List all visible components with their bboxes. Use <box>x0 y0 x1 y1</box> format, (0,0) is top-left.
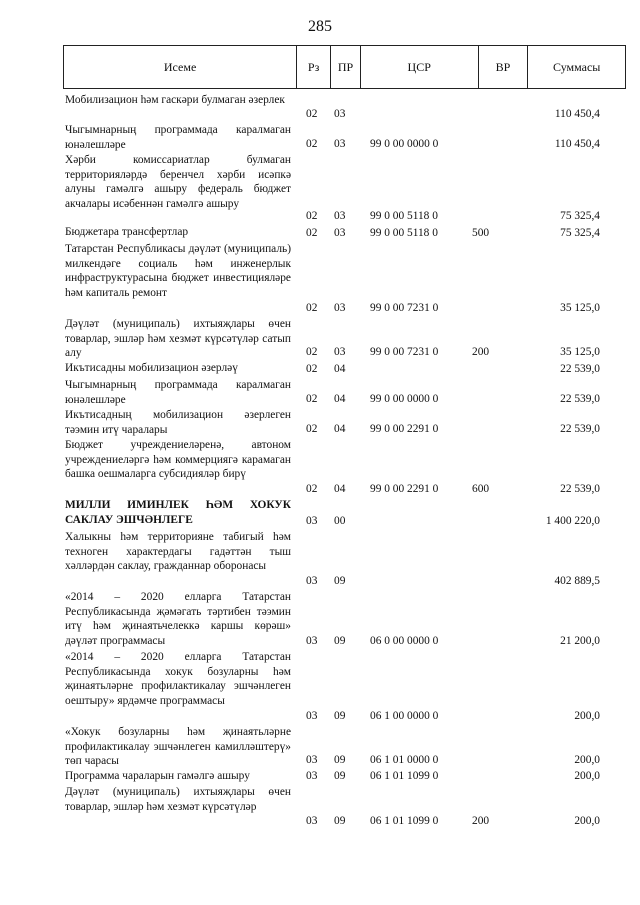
row-sum: 75 325,4 <box>560 210 600 222</box>
row-rz: 03 <box>306 754 318 766</box>
row-name: Чыгымнарның программада каралмаган юнәлешләре <box>65 124 291 151</box>
row-rz: 02 <box>306 483 318 495</box>
row-pr: 04 <box>334 393 346 405</box>
row-pr: 03 <box>334 346 346 358</box>
row-csr: 99 0 00 7231 0 <box>370 346 439 358</box>
row-name: МИЛЛИ ИМИНЛЕК ҺӘМ ХОКУК САКЛАУ ЭШЧӘНЛЕГЕ <box>65 499 291 526</box>
table-row <box>0 93 640 123</box>
column-header-sum: Суммасы <box>552 59 601 74</box>
table-row <box>0 153 640 225</box>
row-rz: 03 <box>306 815 318 827</box>
row-rz: 02 <box>306 363 318 375</box>
row-pr: 03 <box>334 302 346 314</box>
table-row <box>0 650 640 725</box>
row-pr: 09 <box>334 635 346 647</box>
row-pr: 09 <box>334 710 346 722</box>
row-name: Бюджет учреждениеләренә, автоном учреждениеләргә һәм коммерциягә карамаган башка оешмаларга субсидияләр бирү <box>65 439 291 480</box>
row-sum: 21 200,0 <box>560 635 600 647</box>
row-csr: 99 0 00 7231 0 <box>370 302 439 314</box>
row-sum: 200,0 <box>574 770 600 782</box>
row-csr: 99 0 00 5118 0 <box>370 227 438 239</box>
row-pr: 03 <box>334 210 346 222</box>
table-row <box>0 530 640 590</box>
row-pr: 04 <box>334 363 346 375</box>
row-pr: 09 <box>334 770 346 782</box>
column-header-csr: ЦСР <box>361 46 479 88</box>
row-sum: 200,0 <box>574 710 600 722</box>
row-name: Бюджетара трансфертлар <box>65 226 189 238</box>
row-name: Хәрби комиссариатлар булмаган территорияләрдә беренчел хәрби исәпкә алуны гамәлгә ашыру федераль бюджет акчалары исәбеннән гамәлгә ашыру <box>65 154 291 210</box>
table-row <box>0 725 640 769</box>
row-csr: 99 0 00 2291 0 <box>370 423 439 435</box>
row-rz: 02 <box>306 346 318 358</box>
row-sum: 200,0 <box>574 754 600 766</box>
row-rz: 03 <box>306 710 318 722</box>
row-name: Халыкны һәм территорияне табигый һәм техноген характердагы гадәттән тыш хәлләрдән саклау, гражданнар оборонасы <box>65 531 291 572</box>
page-number: 285 <box>308 18 332 35</box>
row-rz: 02 <box>306 210 318 222</box>
row-rz: 02 <box>306 423 318 435</box>
row-sum: 110 450,4 <box>554 138 600 150</box>
row-csr: 06 1 01 1099 0 <box>370 815 439 827</box>
row-csr: 06 0 00 0000 0 <box>370 635 439 647</box>
table-row <box>0 590 640 650</box>
row-pr: 04 <box>334 483 346 495</box>
row-rz: 02 <box>306 393 318 405</box>
table-row <box>0 361 640 378</box>
row-sum: 22 539,0 <box>560 393 600 405</box>
row-pr: 03 <box>334 108 346 120</box>
table-row <box>0 408 640 438</box>
row-csr: 06 1 01 0000 0 <box>370 754 439 766</box>
row-sum: 22 539,0 <box>560 423 600 435</box>
row-pr: 09 <box>334 815 346 827</box>
row-vr: 500 <box>472 227 490 239</box>
row-vr: 600 <box>472 483 490 495</box>
row-sum: 22 539,0 <box>560 363 600 375</box>
row-name: Дәүләт (муниципаль) ихтыяҗлары өчен товарлар, эшләр һәм хезмәт күрсәтүләр сатып алу <box>65 318 291 359</box>
column-header-vr: ВР <box>479 46 529 88</box>
column-header-pr: ПР <box>331 46 361 88</box>
row-rz: 02 <box>306 138 318 150</box>
row-pr: 03 <box>334 227 346 239</box>
table-header <box>63 45 626 89</box>
table-row <box>0 769 640 785</box>
row-name: Дәүләт (муниципаль) ихтыяҗлары өчен товарлар, эшләр һәм хезмәт күрсәтүләр <box>65 786 291 813</box>
row-name: Программа чараларын гамәлгә ашыру <box>65 770 250 782</box>
row-sum: 402 889,5 <box>554 575 600 587</box>
row-pr: 03 <box>334 138 346 150</box>
row-sum: 22 539,0 <box>560 483 600 495</box>
row-name: Татарстан Республикасы дәүләт (муниципаль) милкендәге социаль һәм инженерлык инфраструктурасына бюджет инвестицияләре һәм капиталь ремонт <box>65 243 291 299</box>
row-rz: 02 <box>306 227 318 239</box>
row-csr: 06 1 00 0000 0 <box>370 710 439 722</box>
row-sum: 35 125,0 <box>560 302 600 314</box>
table-row <box>0 123 640 153</box>
table-row <box>0 438 640 498</box>
row-sum: 35 125,0 <box>560 346 600 358</box>
row-name: Мобилизацион һәм гаскәри булмаган әзерлек <box>65 94 285 106</box>
row-sum: 110 450,4 <box>554 108 600 120</box>
row-name: Икътисадның мобилизацион әзерлеген тәэмин итү чаралары <box>65 409 291 436</box>
row-name: «Хокук бозуларны һәм җинаятьләрне профилактикалау эшчәнлеген камилләштерү» төп чарасы <box>65 726 291 767</box>
row-vr: 200 <box>472 346 490 358</box>
row-rz: 03 <box>306 635 318 647</box>
row-pr: 04 <box>334 423 346 435</box>
row-rz: 02 <box>306 108 318 120</box>
table-row <box>0 378 640 408</box>
table-row <box>0 498 640 530</box>
row-csr: 99 0 00 0000 0 <box>370 138 439 150</box>
row-sum: 75 325,4 <box>560 227 600 239</box>
row-rz: 03 <box>306 515 318 527</box>
row-csr: 99 0 00 5118 0 <box>370 210 438 222</box>
table-row <box>0 317 640 361</box>
row-pr: 09 <box>334 575 346 587</box>
row-csr: 99 0 00 2291 0 <box>370 483 439 495</box>
row-pr: 00 <box>334 515 346 527</box>
row-sum: 200,0 <box>574 815 600 827</box>
table-row <box>0 225 640 242</box>
row-pr: 09 <box>334 754 346 766</box>
row-name: «2014 – 2020 елларга Татарстан Республикасында җәмәгать тәртибен тәэмин итү һәм җинаятьчелеккә каршы көрәш» дәүләт программасы <box>65 591 291 647</box>
row-rz: 02 <box>306 302 318 314</box>
row-name: Чыгымнарның программада каралмаган юнәлешләре <box>65 379 291 406</box>
table-row <box>0 785 640 830</box>
row-rz: 03 <box>306 770 318 782</box>
column-header-rz: Рз <box>297 46 331 88</box>
row-csr: 06 1 01 1099 0 <box>370 770 439 782</box>
row-name: Икътисадны мобилизацион әзерләү <box>65 362 238 374</box>
row-csr: 99 0 00 0000 0 <box>370 393 439 405</box>
table-row <box>0 242 640 317</box>
row-rz: 03 <box>306 575 318 587</box>
row-sum: 1 400 220,0 <box>545 515 600 527</box>
column-header-name: Исеме <box>64 46 297 88</box>
row-name: «2014 – 2020 елларга Татарстан Республикасында хокук бозуларны һәм җинаятьләрне профилактикалау эшчәнлеген оештыру» ярдәмче программасы <box>65 651 291 707</box>
row-vr: 200 <box>472 815 490 827</box>
